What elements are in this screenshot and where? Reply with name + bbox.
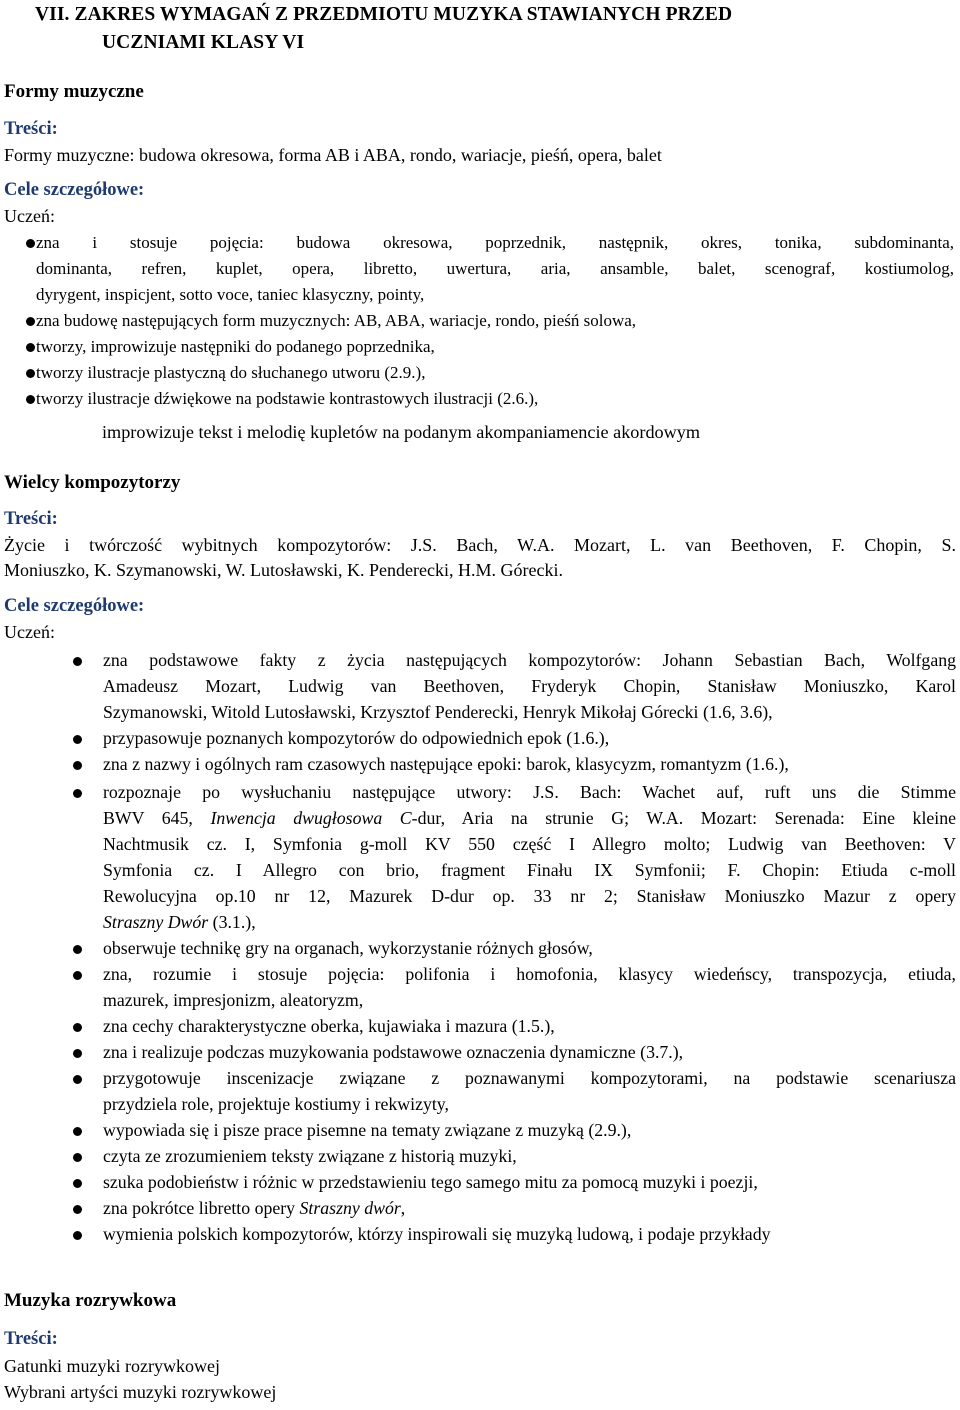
list-item: tworzy, improwizuje następniki do podanego poprzednika, (36, 337, 435, 356)
list-item: tworzy ilustracje dźwiękowe na podstawie kontrastowych ilustracji (2.6.), (36, 389, 539, 408)
label-cele: Cele szczegółowe: (4, 180, 145, 200)
bullet (26, 395, 35, 404)
list-item-line: Symfonia cz. I Allegro con brio, fragment Finału IX Symfonii; F. Chopin: Etiuda c-moll (103, 860, 956, 880)
section1-content: Formy muzyczne: budowa okresowa, forma AB i ABA, rondo, wariacje, pieśń, opera, balet (4, 145, 662, 165)
list-item-line: Amadeusz Mozart, Ludwig van Beethoven, Fryderyk Chopin, Stanisław Moniuszko, Karol (103, 676, 956, 696)
section2-content-line1: Życie i twórczość wybitnych kompozytorów: J.S. Bach, W.A. Mozart, L. van Beethoven, F. Chopin, S. (4, 535, 956, 555)
list-item-line: BWV 645, Inwencja dwugłosowa C-dur, Aria na strunie G; W.A. Mozart: Serenada: Eine kleine (103, 808, 957, 828)
label-cele: Cele szczegółowe: (4, 596, 145, 616)
opera-title: Straszny Dwór (103, 912, 209, 932)
document-title-line2: UCZNIAMI KLASY VI (102, 32, 305, 53)
bullet (73, 1127, 82, 1136)
list-item-line: dominanta, refren, kuplet, opera, libretto, uwertura, aria, ansamble, balet, scenograf, kostiumolog, (36, 259, 954, 278)
list-item-line: rozpoznaje po wysłuchaniu następujące utwory: J.S. Bach: Wachet auf, ruft uns die Stimme (103, 782, 956, 802)
list-item-line: dyrygent, inspicjent, sotto voce, taniec klasyczny, pointy, (36, 285, 425, 304)
bullet (73, 789, 82, 798)
list-item: zna z nazwy i ogólnych ram czasowych następujące epoki: barok, klasycyzm, romantyzm (1.6.), (103, 754, 789, 774)
section3-content-line1: Gatunki muzyki rozrywkowej (4, 1356, 220, 1376)
list-item: wymienia polskich kompozytorów, którzy inspirowali się muzyką ludową, i podaje przykłady (103, 1224, 771, 1244)
label-uczen: Uczeń: (4, 206, 55, 226)
bullet (26, 343, 35, 352)
opera-title: Straszny dwór (299, 1198, 401, 1218)
label-uczen: Uczeń: (4, 622, 55, 642)
list-item-line: zna i stosuje pojęcia: budowa okresowa, poprzednik, następnik, okres, tonika, subdominanta, (36, 233, 954, 252)
section-heading-formy-muzyczne: Formy muzyczne (4, 81, 144, 102)
bullet (26, 239, 35, 248)
label-tresci: Treści: (4, 509, 58, 529)
bullet (73, 1153, 82, 1162)
list-item: wypowiada się i pisze prace pisemne na tematy związane z muzyką (2.9.), (103, 1120, 632, 1140)
list-item: zna i realizuje podczas muzykowania podstawowe oznaczenia dynamiczne (3.7.), (103, 1042, 684, 1062)
bullet (73, 735, 82, 744)
list-item: zna budowę następujących form muzycznych: AB, ABA, wariacje, rondo, pieśń solowa, (36, 311, 637, 330)
bullet (73, 1231, 82, 1240)
bullet (26, 369, 35, 378)
bullet (73, 945, 82, 954)
list-item-line: przydziela role, projektuje kostiumy i rekwizyty, (103, 1094, 449, 1114)
list-item-line: Rewolucyjna op.10 nr 12, Mazurek D-dur op. 33 nr 2; Stanisław Moniuszko Mazur z opery (103, 886, 956, 906)
bullet (73, 657, 82, 666)
list-item-extra: improwizuje tekst i melodię kupletów na podanym akompaniamencie akordowym (102, 422, 701, 442)
section-heading-wielcy-kompozytorzy: Wielcy kompozytorzy (4, 472, 181, 493)
label-tresci: Treści: (4, 119, 58, 139)
section3-content-line2: Wybrani artyści muzyki rozrywkowej (4, 1382, 277, 1402)
document-title-line1: VII. ZAKRES WYMAGAŃ Z PRZEDMIOTU MUZYKA STAWIANYCH PRZED (35, 4, 733, 25)
list-item-line: przygotowuje inscenizacje związane z poznawanymi kompozytorami, na podstawie scenariusza (103, 1068, 956, 1088)
bullet (73, 1179, 82, 1188)
section-heading-muzyka-rozrywkowa: Muzyka rozrywkowa (4, 1290, 177, 1311)
bullet (73, 1049, 82, 1058)
bullet (73, 761, 82, 770)
list-item: zna pokrótce libretto opery Straszny dwór, (103, 1198, 406, 1218)
bullet (73, 1023, 82, 1032)
list-item: przypasowuje poznanych kompozytorów do odpowiednich epok (1.6.), (103, 728, 610, 748)
list-item: zna cechy charakterystyczne oberka, kujawiaka i mazura (1.5.), (103, 1016, 555, 1036)
bullet (73, 971, 82, 980)
bullet (73, 1205, 82, 1214)
label-tresci: Treści: (4, 1329, 58, 1349)
list-item-line: Nachtmusik cz. I, Symfonia g-moll KV 550 część I Allegro molto; Ludwig van Beethoven: V (103, 834, 956, 854)
list-item-line: zna, rozumie i stosuje pojęcia: polifonia i homofonia, klasycy wiedeńscy, transpozycja, etiuda, (103, 964, 956, 984)
list-item: tworzy ilustracje plastyczną do słuchanego utworu (2.9.), (36, 363, 426, 382)
list-item: obserwuje technikę gry na organach, wykorzystanie różnych głosów, (103, 938, 593, 958)
list-item: szuka podobieństw i różnic w przedstawieniu tego samego mitu za pomocą muzyki i poezji, (103, 1172, 758, 1192)
bullet (73, 1075, 82, 1084)
list-item: czyta ze zrozumieniem teksty związane z historią muzyki, (103, 1146, 517, 1166)
work-title: Inwencja dwugłosowa C (210, 808, 412, 828)
list-item-line: zna podstawowe fakty z życia następujących kompozytorów: Johann Sebastian Bach, Wolfgang (103, 650, 956, 670)
list-item-line: mazurek, impresjonizm, aleatoryzm, (103, 990, 364, 1010)
section2-content-line2: Moniuszko, K. Szymanowski, W. Lutosławski, K. Penderecki, H.M. Górecki. (4, 560, 563, 580)
list-item-line: Straszny Dwór (3.1.), (103, 912, 256, 932)
list-item-line: Szymanowski, Witold Lutosławski, Krzysztof Penderecki, Henryk Mikołaj Górecki (1.6, 3.6), (103, 702, 773, 722)
bullet (26, 317, 35, 326)
